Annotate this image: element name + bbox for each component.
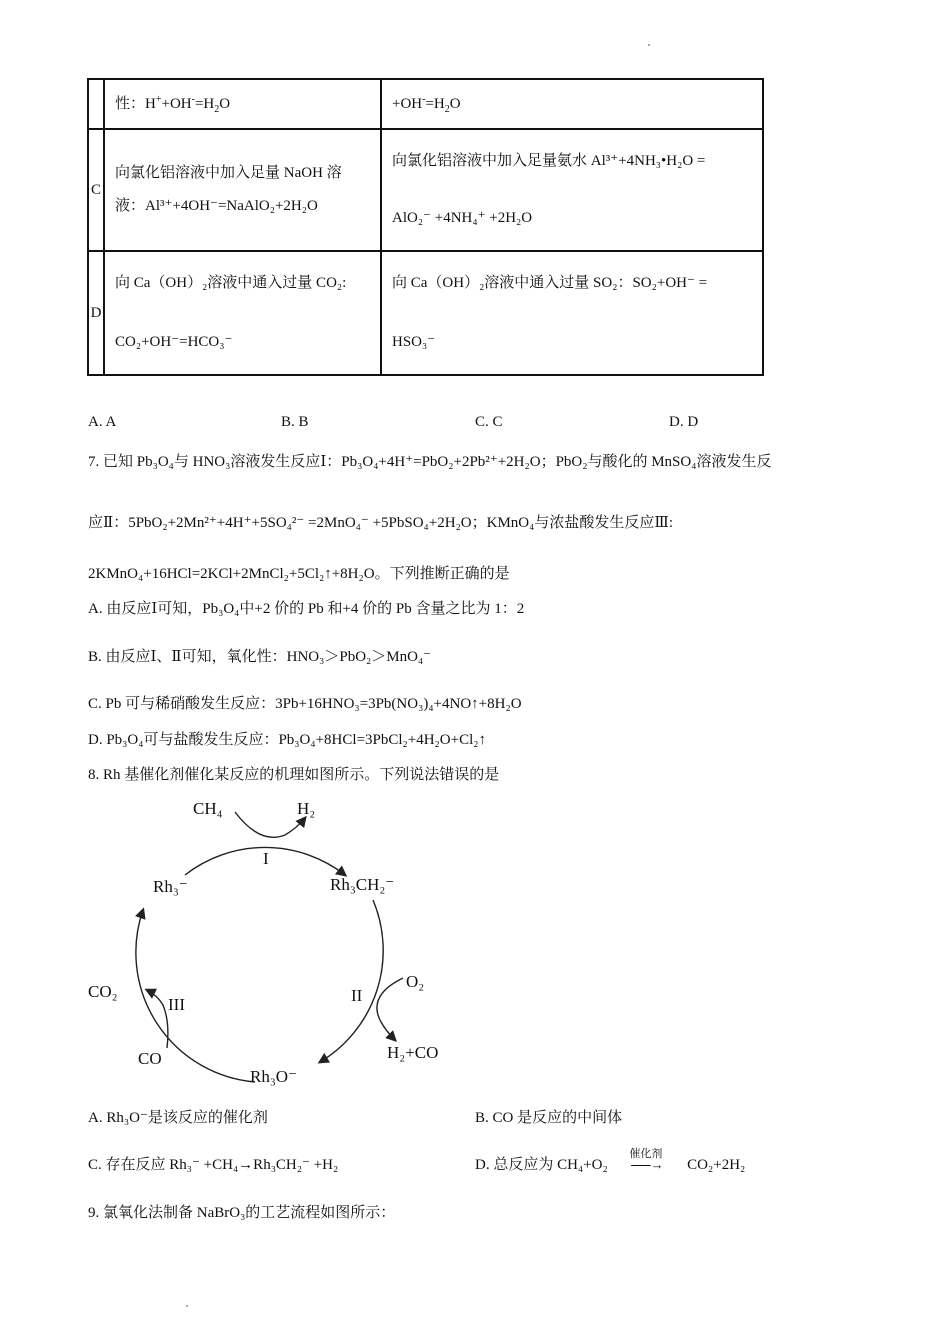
q8-option-d-post: CO₂+2H₂ [687,1157,746,1173]
label-co2: CO₂ [88,982,118,1001]
options-table [87,78,764,376]
text-line: 液：Al³⁺+4OH⁻=NaAlO₂+2H₂O [115,198,318,214]
q8-option-c[interactable]: C. 存在反应 Rh₃⁻ +CH₄→Rh₃CH₂⁻ +H₂ [88,1157,339,1173]
catalytic-cycle-diagram [85,790,465,1090]
arrow-co-co2 [147,990,168,1048]
q7-option-c[interactable]: C. Pb 可与稀硝酸发生反应：3Pb+16HNO₃=3Pb(NO₃)₄+4NO↑+8H₂O [88,696,522,712]
q6-choice-b[interactable]: B. B [281,414,309,430]
row-label-d: D [88,251,104,375]
cell-a: 性：$H^++OH^-=H_2O$ [104,79,381,129]
cell-c-a [104,129,381,251]
q6-choice-d[interactable]: D. D [669,414,699,430]
catalyst-label: 催化剂 [629,1148,663,1160]
text-line: CO₂+OH⁻=HCO₃⁻ [115,334,233,350]
scan-speck [186,1305,188,1307]
label-step-2: II [351,986,363,1005]
table-row [88,79,763,129]
q7-option-b[interactable]: B. 由反应Ⅰ、Ⅱ可知，氧化性：HNO₃＞PbO₂＞MnO₄⁻ [88,649,432,665]
catalyst-arrow [611,1148,683,1174]
q8-stem: 8. Rh 基催化剂催化某反应的机理如图所示。下列说法错误的是 [88,767,500,783]
arrow-ch4-h2 [235,812,305,837]
q8-option-d-pre: D. 总反应为 CH₄+O₂ [475,1157,608,1173]
right-arrow-icon: ⎯⎯⎯→ [631,1157,664,1172]
label-o2: O₂ [406,972,425,991]
label-rh3o: Rh₃O⁻ [250,1067,298,1086]
q8-option-b[interactable]: B. CO 是反应的中间体 [475,1110,623,1126]
label-co: CO [138,1049,162,1068]
label-rh3-minus: Rh₃⁻ [153,877,188,896]
row-label-c: C [88,129,104,251]
text-line: HSO₃⁻ [392,334,436,350]
q7-stem-line-1: 7. 已知 Pb₃O₄与 HNO₃溶液发生反应Ⅰ：Pb₃O₄+4H⁺=PbO₂+2Pb²⁺+2H₂O；PbO₂与酸化的 MnSO₄溶液发生反 [88,454,772,470]
label-h2co: H₂+CO [387,1043,439,1062]
cell-b: $+OH^-=H_2O$ [381,79,763,129]
cell-d-a [104,251,381,375]
label-ch4: CH₄ [193,799,223,818]
cell-d-b [381,251,763,375]
text-line: AlO₂⁻ +4NH₄⁺ +2H₂O [392,210,533,226]
q6-choice-c[interactable]: C. C [475,414,503,430]
table-row-c [88,129,763,251]
q7-option-a[interactable]: A. 由反应Ⅰ可知，Pb₃O₄中+2 价的 Pb 和+4 价的 Pb 含量之比为 1：2 [88,601,525,617]
q9-stem: 9. 氯氧化法制备 NaBrO₃的工艺流程如图所示： [88,1205,396,1221]
row-label [88,79,104,129]
text-line: 向 Ca（OH）₂溶液中通入过量 SO₂：SO₂+OH⁻ = [392,275,708,291]
scan-speck [648,44,650,46]
q7-option-d[interactable]: D. Pb₃O₄可与盐酸发生反应：Pb₃O₄+8HCl=3PbCl₂+4H₂O+Cl₂↑ [88,732,486,748]
text-line: 向氯化铝溶液中加入足量 NaOH 溶 [115,165,342,181]
label-h2: H₂ [297,799,316,818]
q8-option-d[interactable] [475,1148,746,1174]
text-line: 向 Ca（OH）₂溶液中通入过量 CO₂: [115,275,347,291]
arrow-o2-h2co [377,978,403,1040]
table-row-d [88,251,763,375]
label-step-3: III [168,995,185,1014]
arc-step-2 [320,900,383,1062]
label-step-1: I [263,849,269,868]
label-rh3ch2: Rh₃CH₂⁻ [330,875,395,894]
q7-stem-line-3: 2KMnO₄+16HCl=2KCl+2MnCl₂+5Cl₂↑+8H₂O。下列推断正确的是 [88,566,510,582]
q7-stem-line-2: 应Ⅱ：5PbO₂+2Mn²⁺+4H⁺+5SO₄²⁻ =2MnO₄⁻ +5PbSO₄+2H₂O；KMnO₄与浓盐酸发生反应Ⅲ: [88,515,674,531]
text-line: 向氯化铝溶液中加入足量氨水 Al³⁺+4NH₃•H₂O = [392,153,706,169]
cell-c-b [381,129,763,251]
q8-option-a[interactable]: A. Rh₃O⁻是该反应的催化剂 [88,1110,268,1126]
q6-choice-a[interactable]: A. A [88,414,117,430]
